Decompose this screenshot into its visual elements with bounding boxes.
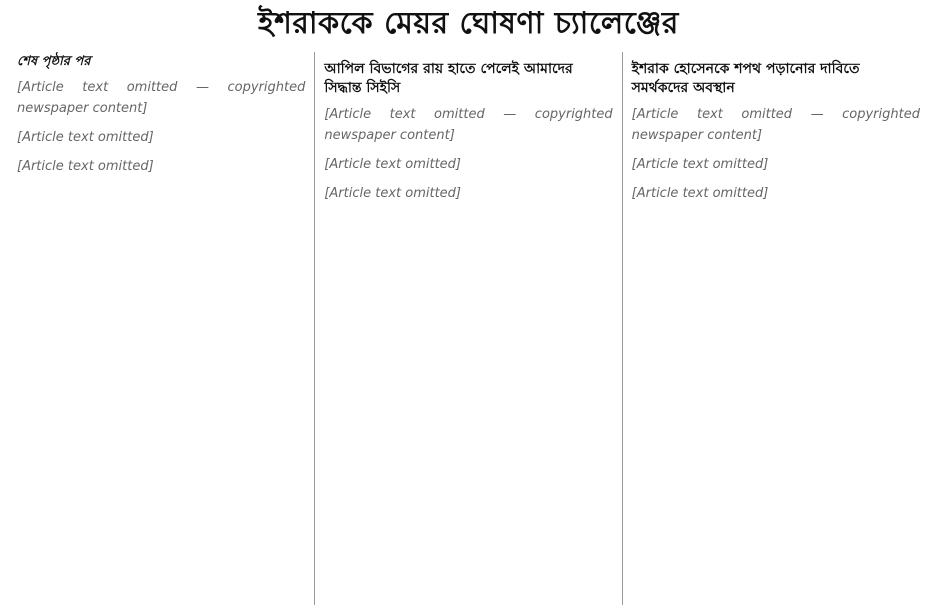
article-paragraph: [Article text omitted — copyrighted newspaper content]: [324, 107, 613, 143]
headline: ইশরাককে মেয়র ঘোষণা চ্যালেঞ্জের: [258, 5, 679, 41]
continued-from-label: শেষ পৃষ্ঠার পর: [17, 54, 91, 69]
column-3: [622, 52, 929, 605]
column-2: [314, 52, 621, 605]
subheading-supporters: ইশরাক হোসেনকে শপথ পড়ানোর দাবিতে সমর্থকদের অবস্থান: [631, 61, 860, 96]
newspaper-page: [0, 2, 937, 609]
article-paragraph: [Article text omitted]: [17, 130, 154, 145]
article-paragraph: [Article text omitted]: [324, 157, 461, 172]
article-columns: [8, 52, 929, 605]
article-paragraph: [Article text omitted — copyrighted newspaper content]: [17, 80, 306, 116]
article-paragraph: [Article text omitted]: [17, 159, 154, 174]
article-paragraph: [Article text omitted]: [324, 186, 461, 201]
article-paragraph: [Article text omitted]: [631, 186, 769, 201]
article-paragraph: [Article text omitted]: [631, 157, 769, 172]
column-1: [8, 52, 314, 605]
article-paragraph: [Article text omitted — copyrighted newspaper content]: [631, 107, 920, 143]
subheading-cec: আপিল বিভাগের রায় হাতে পেলেই আমাদের সিদ্ধান্ত সিইসি: [324, 61, 573, 96]
